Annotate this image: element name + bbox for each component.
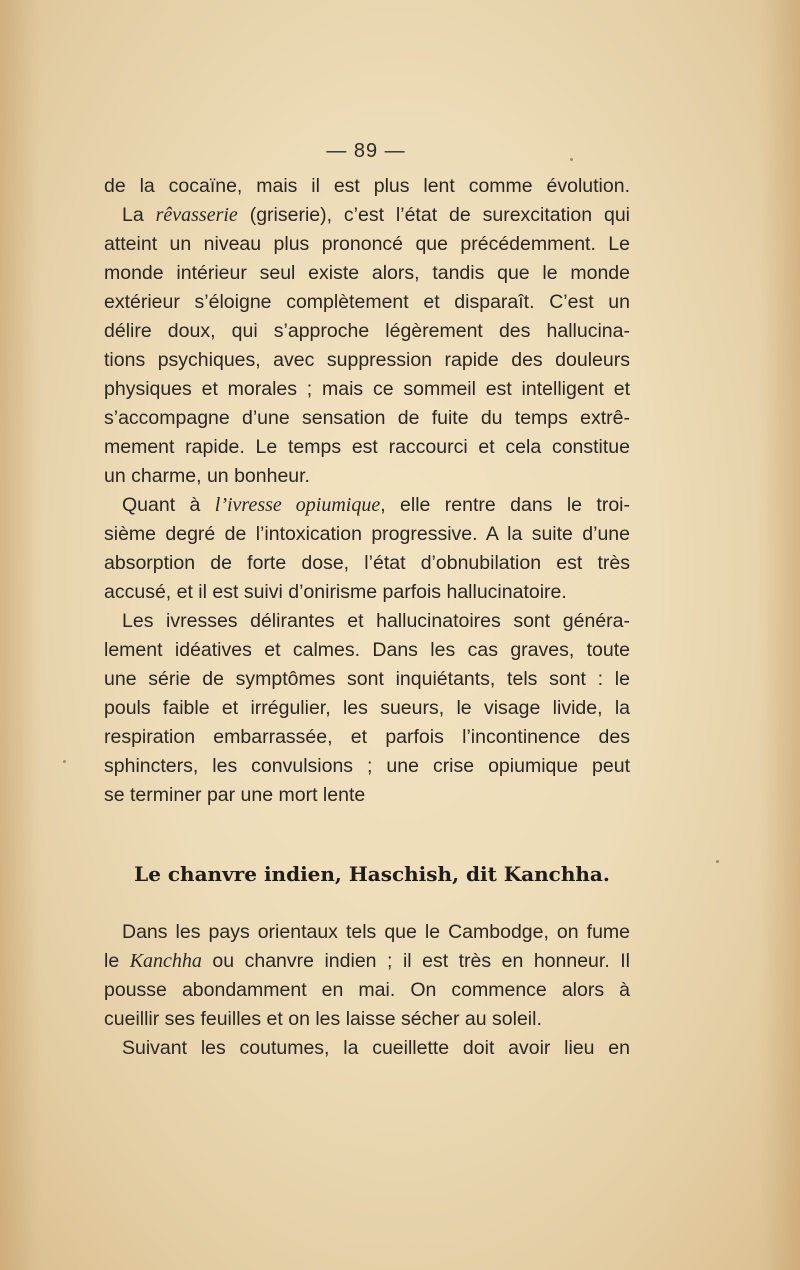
text-run: (griserie), c’est l’état de surexcitation qui: [237, 204, 630, 226]
text-line: [104, 578, 630, 607]
text-run: lement idéatives et calmes. Dans les cas graves, toute: [104, 639, 630, 661]
text-run: le: [104, 950, 130, 972]
text-run: Suivant les coutumes, la cueillette doit avoir lieu en: [122, 1037, 630, 1059]
text-line: [104, 665, 630, 694]
text-run: respiration embarrassée, et parfois l’incontinence des: [104, 726, 630, 748]
text-line: [104, 1005, 630, 1034]
text-run: se terminer par une mort lente: [104, 784, 366, 806]
text-line: [104, 462, 630, 491]
text-line: [104, 172, 630, 201]
text-run: Quant à: [122, 494, 215, 516]
text-run: pousse abondamment en mai. On commence alors à: [104, 979, 630, 1001]
text-line: [104, 607, 630, 636]
text-block-opium-ivresse: [104, 172, 630, 810]
text-run: accusé, et il est suivi d’onirisme parfois hallucinatoire.: [104, 581, 567, 603]
text-line: [104, 723, 630, 752]
text-line: [104, 636, 630, 665]
paper-speck: [716, 860, 719, 863]
text-line: [104, 520, 630, 549]
text-run: tions psychiques, avec suppression rapide des douleurs: [104, 349, 630, 371]
text-run: Dans les pays orientaux tels que le Cambodge, on fume: [122, 921, 630, 943]
text-line: [104, 549, 630, 578]
text-line: [104, 918, 630, 947]
text-run: , elle rentre dans le troi-: [380, 494, 630, 516]
text-run: s’accompagne d’une sensation de fuite du temps extrê-: [104, 407, 630, 429]
italic-term: l’ivresse opiumique: [214, 494, 381, 516]
text-run: un charme, un bonheur.: [104, 465, 310, 487]
text-line: [104, 976, 630, 1005]
text-run: extérieur s’éloigne complètement et disparaît. C’est un: [104, 291, 630, 313]
text-run: sphincters, les convulsions ; une crise opiumique peut: [104, 755, 630, 777]
page-number: — 89 —: [326, 140, 406, 162]
text-line: [104, 947, 630, 976]
text-line: [104, 752, 630, 781]
text-line: [104, 288, 630, 317]
text-block-chanvre-indien: [104, 918, 630, 1063]
text-run: une série de symptômes sont inquiétants, tels sont : le: [104, 668, 630, 690]
page-edge-shadow-left: [0, 0, 40, 1270]
text-line: [104, 491, 630, 520]
text-line: [104, 346, 630, 375]
text-run: Les ivresses délirantes et hallucinatoires sont généra-: [122, 610, 630, 632]
text-run: délire doux, qui s’approche légèrement des hallucina-: [104, 320, 630, 342]
text-run: absorption de forte dose, l’état d’obnubilation est très: [104, 552, 630, 574]
text-line: [104, 781, 630, 810]
text-run: sième degré de l’intoxication progressive. A la suite d’une: [104, 523, 630, 545]
text-line: [104, 1034, 630, 1063]
text-line: [104, 317, 630, 346]
text-line: [104, 230, 630, 259]
paper-speck: [63, 760, 66, 763]
italic-term: rêvasserie: [155, 204, 238, 226]
text-run: de la cocaïne, mais il est plus lent comme évolution.: [104, 175, 630, 197]
text-run: ou chanvre indien ; il est très en honneur. Il: [201, 950, 630, 972]
text-line: [104, 259, 630, 288]
text-line: [104, 694, 630, 723]
text-line: [104, 375, 630, 404]
text-run: La: [122, 204, 156, 226]
section-heading: Le chanvre indien, Haschish, dit Kanchha.: [134, 862, 610, 886]
text-run: pouls faible et irrégulier, les sueurs, le visage livide, la: [104, 697, 630, 719]
text-run: monde intérieur seul existe alors, tandis que le monde: [104, 262, 630, 284]
page-edge-shadow-right: [760, 0, 800, 1270]
text-line: [104, 201, 630, 230]
text-run: cueillir ses feuilles et on les laisse sécher au soleil.: [104, 1008, 542, 1030]
text-run: mement rapide. Le temps est raccourci et cela constitue: [104, 436, 630, 458]
italic-term: Kanchha: [129, 950, 202, 972]
paper-speck: [570, 158, 573, 161]
text-run: atteint un niveau plus prononcé que précédemment. Le: [104, 233, 630, 255]
text-run: physiques et morales ; mais ce sommeil est intelligent et: [104, 378, 630, 400]
text-line: [104, 404, 630, 433]
text-line: [104, 433, 630, 462]
